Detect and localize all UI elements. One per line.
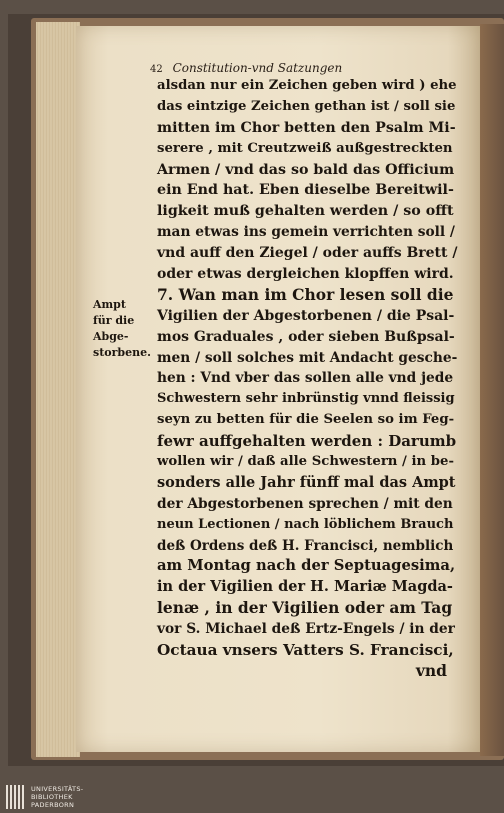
text-line: mitten im Chor betten den Psalm Mi- [157, 119, 456, 136]
marginal-note-line: storbene. [93, 346, 151, 359]
running-title: Constitution-vnd Satzungen [172, 61, 343, 75]
text-line: vor S. Michael deß Ertz-Engels / in der [157, 621, 455, 638]
text-line: vnd auff den Ziegel / oder auffs Brett / [157, 245, 458, 262]
library-line: BIBLIOTHEK [31, 793, 73, 801]
library-line: PADERBORN [31, 801, 75, 809]
text-line: men / soll solches mit Andacht gesche- [157, 349, 458, 366]
text-line: wollen wir / daß alle Schwestern / in be- [157, 454, 454, 470]
text-line: das eintzige Zeichen gethan ist / soll sie [157, 98, 456, 114]
text-line: mos Graduales , oder sieben Bußpsal- [157, 328, 455, 345]
library-line: UNIVERSITÄTS- [31, 785, 84, 793]
book-right-edge [480, 24, 504, 756]
text-line: man etwas ins gemein verrichten soll / [157, 224, 455, 241]
running-head [150, 61, 480, 77]
text-line: seyn zu betten für die Seelen so im Feg- [157, 412, 455, 428]
marginal-note-line: für die [93, 314, 135, 327]
body-text [157, 76, 457, 682]
text-line: hen : Vnd vber das sollen alle vnd jede [157, 370, 454, 387]
text-line: 7. Wan man im Chor lesen soll die [157, 284, 454, 304]
text-line: alsdan nur ein Zeichen geben wird ) ehe [157, 78, 457, 93]
text-line: vnd [415, 660, 447, 680]
library-logo-icon [6, 785, 26, 809]
page-number: 42 [150, 64, 163, 75]
text-line: deß Ordens deß H. Francisci, nemblich [157, 537, 454, 554]
text-line: ligkeit muß gehalten werden / so offt [157, 203, 454, 220]
text-line: oder etwas dergleichen klopffen wird. [157, 266, 454, 283]
text-line: Schwestern sehr inbrünstig vnnd fleissig [157, 391, 455, 407]
text-line: sonders alle Jahr fünff mal das Ampt [157, 473, 456, 491]
text-line: serere , mit Creutzweiß außgestreckten [157, 140, 453, 156]
text-line: ein End hat. Eben dieselbe Bereitwil- [157, 182, 454, 199]
text-line: lenæ , in der Vigilien oder am Tag [157, 598, 453, 618]
page-stack-edge [36, 22, 80, 757]
marginal-note-line: Ampt [93, 298, 126, 311]
library-name [31, 785, 83, 809]
text-line: Octaua vnsers Vatters S. Francisci, [157, 641, 454, 660]
text-line: neun Lectionen / nach löblichem Brauch [157, 516, 454, 532]
marginal-note [93, 297, 153, 361]
text-line: Armen / vnd das so bald das Officium [157, 161, 455, 178]
text-line: am Montag nach der Septuagesima, [157, 557, 456, 575]
text-line: der Abgestorbenen sprechen / mit den [157, 495, 453, 512]
text-line: Vigilien der Abgestorbenen / die Psal- [157, 307, 455, 324]
marginal-note-line: Abge- [93, 330, 129, 343]
text-line: in der Vigilien der H. Mariæ Magda- [157, 578, 453, 596]
text-line: fewr auffgehalten werden : Darumb [157, 432, 457, 451]
